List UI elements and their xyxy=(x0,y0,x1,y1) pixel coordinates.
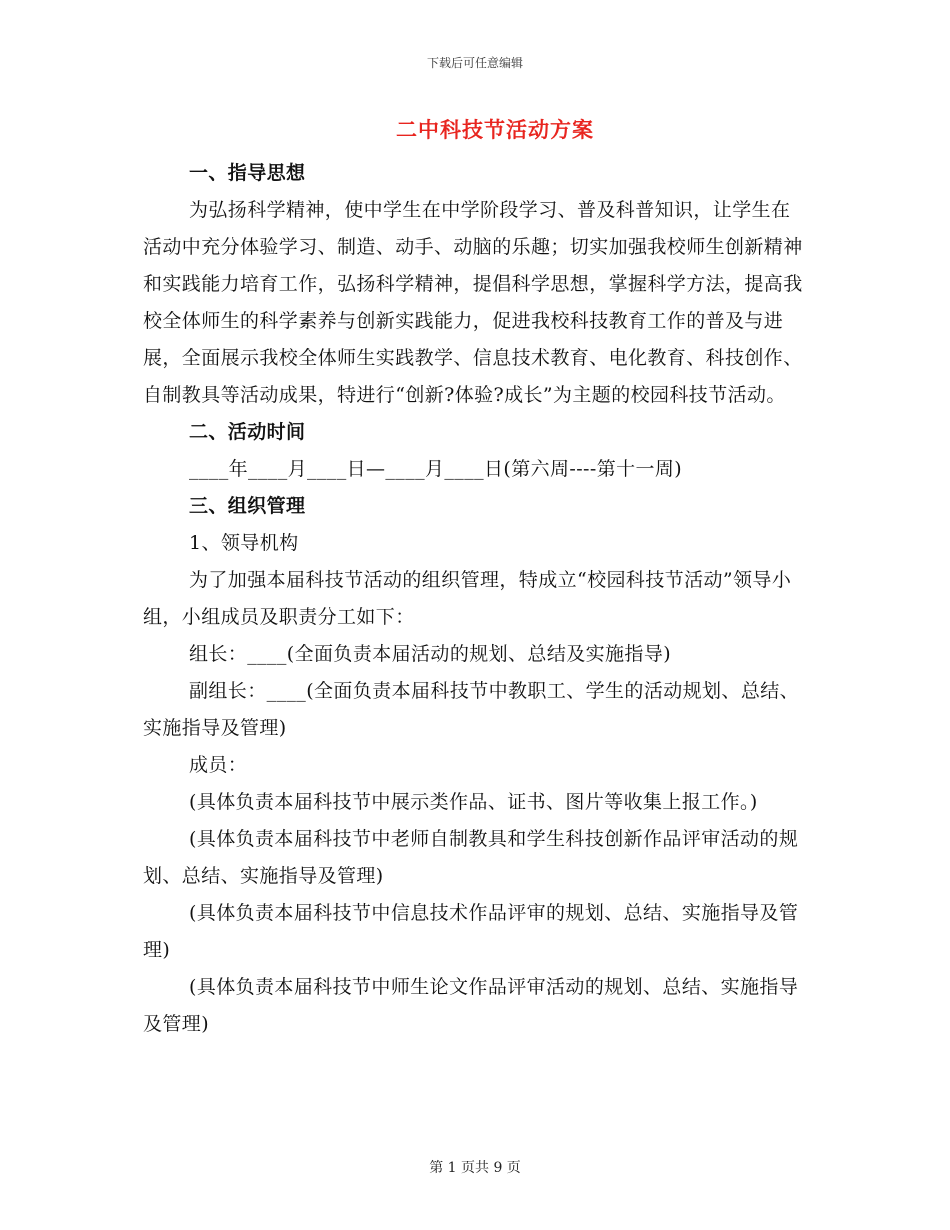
section-heading-organization: 三、组织管理 xyxy=(189,495,306,517)
leader-line: 组长：____(全面负责本届活动的规划、总结及实施指导) xyxy=(189,643,672,665)
section-heading-activity-time: 二、活动时间 xyxy=(189,421,306,443)
activity-time-line: ____年____月____日—____月____日(第六周----第十一周) xyxy=(189,458,683,480)
paragraph-guiding-ideology: 为弘扬科学精神，使中学生在中学阶段学习、普及科普知识，让学生在活动中充分体验学习、制造、动手、动脑的乐趣；切实加强我校师生创新精神和实践能力培育工作，弘扬科学精神，提倡科学思想，掌握科学方法，提高我校全体师生的科学素养与创新实践能力，促进我校科技教育工作的普及与进展，全面展示我校全体师生实践教学、信息技术教育、电化教育、科技创作、自制教具等活动成果，特进行“创新?体验?成长”为主题的校园科技节活动。 xyxy=(143,199,803,406)
subheading-leadership: 1、领导机构 xyxy=(189,532,299,554)
duty-item: (具体负责本届科技节中师生论文作品评审活动的规划、总结、实施指导及管理) xyxy=(143,976,799,1035)
paragraph-leadership-intro: 为了加强本届科技节活动的组织管理，特成立“校园科技节活动”领导小组，小组成员及职责分工如下： xyxy=(143,569,792,628)
page-header-note: 下载后可任意编辑 xyxy=(426,56,523,70)
duty-item: (具体负责本届科技节中展示类作品、证书、图片等收集上报工作。) xyxy=(189,791,758,813)
section-heading-guiding-ideology: 一、指导思想 xyxy=(189,162,306,184)
members-label: 成员： xyxy=(189,754,248,776)
duty-item: (具体负责本届科技节中信息技术作品评审的规划、总结、实施指导及管理) xyxy=(143,902,799,961)
document-title: 二中科技节活动方案 xyxy=(396,117,594,142)
document-body xyxy=(143,155,808,1043)
page-footer-number: 第 1 页共 9 页 xyxy=(429,1160,521,1176)
duty-item: (具体负责本届科技节中老师自制教具和学生科技创新作品评审活动的规划、总结、实施指导及管理) xyxy=(143,828,799,887)
vice-leader-line: 副组长：____(全面负责本届科技节中教职工、学生的活动规划、总结、实施指导及管理) xyxy=(143,680,800,739)
